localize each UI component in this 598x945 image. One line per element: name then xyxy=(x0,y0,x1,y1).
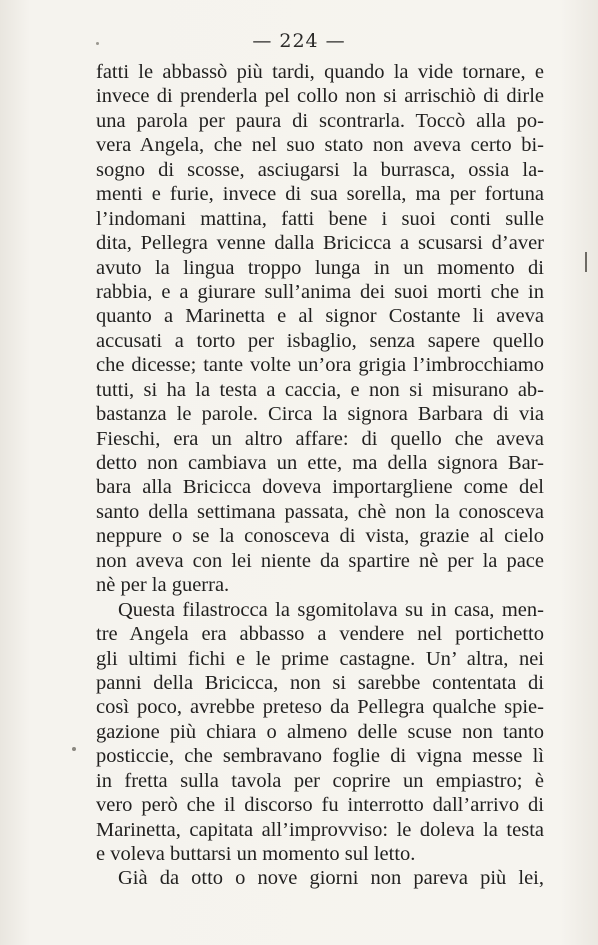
text-line: Già da otto o nove giorni non pareva più lei, xyxy=(118,867,544,890)
text-line: menti e furie, invece di sua sorella, ma per fortuna xyxy=(96,183,544,206)
text-line: bara alla Bricicca doveva importargliene come del xyxy=(96,476,544,499)
body-text xyxy=(96,60,544,891)
text-line: l’indomani mattina, fatti bene i suoi conti sulle xyxy=(96,207,544,230)
margin-speck xyxy=(72,747,76,751)
text-line: gli ultimi fichi e le prime castagne. Un’ altra, nei xyxy=(96,647,544,670)
text-line: così poco, avrebbe preteso da Pellegra qualche spie- xyxy=(96,696,544,719)
margin-mark xyxy=(585,252,587,272)
text-line: neppure o se la conosceva di vista, grazie al cielo xyxy=(96,525,544,548)
text-line: fatti le abbassò più tardi, quando la vide tornare, e xyxy=(96,61,544,83)
text-line: posticcie, che sembravano foglie di vigna messe lì xyxy=(96,745,544,768)
text-line: avuto la lingua troppo lunga in un momento di xyxy=(96,256,544,279)
text-line: e voleva buttarsi un momento sul letto. xyxy=(96,843,416,865)
text-line: gazione più chiara o almeno delle scuse non tanto xyxy=(96,720,544,743)
text-line: rabbia, e a giurare sull’anima dei suoi morti che in xyxy=(96,280,544,303)
text-line: sogno di scosse, asciugarsi la burrasca, ossia la- xyxy=(96,158,544,181)
text-line: accusati a torto per isbaglio, senza sapere quello xyxy=(96,329,544,352)
text-line: panni della Bricicca, non si sarebbe contentata di xyxy=(96,671,544,694)
text-line: tre Angela era abbasso a vendere nel portichetto xyxy=(96,623,544,646)
text-line: quanto a Marinetta e al signor Costante li aveva xyxy=(96,305,544,328)
text-line: in fretta sulla tavola per coprire un empiastro; è xyxy=(96,769,544,792)
text-line: bastanza le parole. Circa la signora Barbara di via xyxy=(96,403,544,426)
text-line: che dicesse; tante volte un’ora grigia l’imbrocchiamo xyxy=(96,354,544,377)
text-line: tutti, si ha la testa a caccia, e non si misurano ab- xyxy=(96,378,544,401)
text-line: una parola per paura di scontrarla. Toccò alla po- xyxy=(96,109,544,132)
text-line: invece di prenderla pel collo non si arrischiò di dirle xyxy=(96,85,544,108)
text-line: Fieschi, era un altro affare: di quello che aveva xyxy=(96,427,544,450)
text-line: Marinetta, capitata all’improvviso: le doleva la testa xyxy=(96,818,544,841)
text-line: vero però che il discorso fu interrotto dall’arrivo di xyxy=(96,794,544,817)
page-number: — 224 — xyxy=(252,30,346,52)
text-line: non aveva con lei niente da spartire nè per la pace xyxy=(96,549,544,572)
text-line: dita, Pellegra venne dalla Bricicca a scusarsi d’aver xyxy=(96,232,544,255)
text-line: Questa filastrocca la sgomitolava su in casa, men- xyxy=(118,598,544,621)
text-line: vera Angela, che nel suo stato non aveva certo bi- xyxy=(96,134,544,157)
text-line: nè per la guerra. xyxy=(96,574,230,597)
text-line: santo della settimana passata, chè non la conosceva xyxy=(96,500,544,523)
text-line: detto non cambiava un ette, ma della signora Bar- xyxy=(96,452,544,474)
